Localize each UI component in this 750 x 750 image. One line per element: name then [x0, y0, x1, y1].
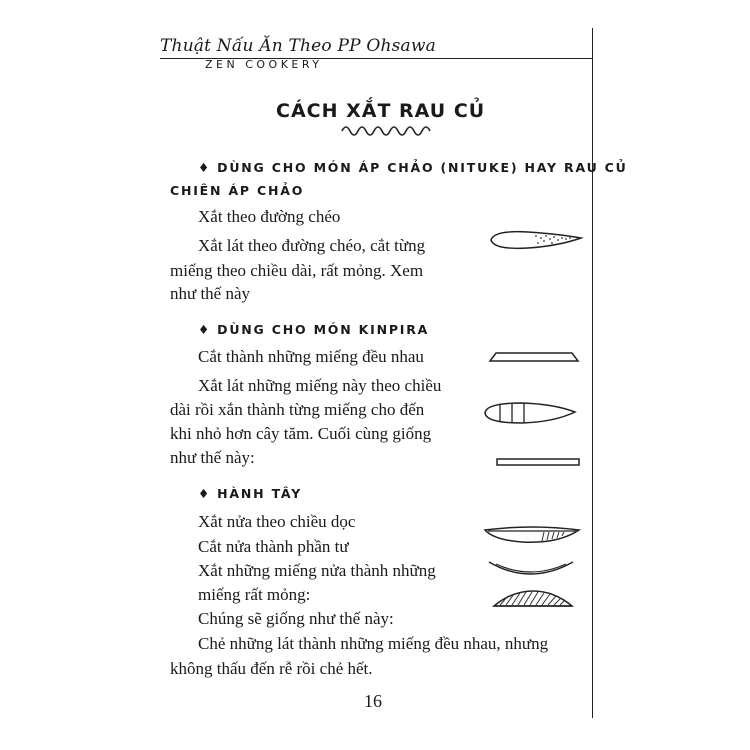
- section-3-line-3: Xắt những miếng nửa thành những: [198, 561, 436, 580]
- section-3-line-2: Cắt nửa thành phần tư: [198, 537, 349, 556]
- section-3-line-7: không thấu đến rễ rồi chẻ hết.: [170, 659, 373, 678]
- matchstick-icon: [495, 456, 581, 468]
- section-1-line-4: như thế này: [170, 284, 251, 303]
- section-3-line-1: Xắt nửa theo chiều dọc: [198, 512, 356, 531]
- section-1-heading-line2: CHIÊN ÁP CHẢO: [170, 183, 305, 198]
- sliced-strip-icon: [482, 398, 578, 428]
- section-2-line-2: Xắt lát những miếng này theo chiều: [198, 376, 442, 395]
- section-3-line-4: miếng rất mỏng:: [198, 585, 311, 604]
- page-number: 16: [364, 691, 382, 711]
- section-1-heading-line1: ♦ DÙNG CHO MÓN ÁP CHẢO (NITUKE) HAY RAU CỦ: [198, 160, 628, 175]
- section-2-line-5: như thế này:: [170, 448, 255, 467]
- onion-half-icon: [482, 522, 582, 546]
- decorative-swirl-icon: [340, 122, 435, 136]
- section-3-line-6: Chẻ những lát thành những miếng đều nhau, nhưng: [198, 634, 549, 653]
- section-1-line-2: Xắt lát theo đường chéo, cắt từng: [198, 236, 426, 255]
- section-3-line-5: Chúng sẽ giống như thế này:: [198, 609, 394, 628]
- section-1-line-3: miếng theo chiều dài, rất mỏng. Xem: [170, 261, 424, 280]
- section-title: CÁCH XẮT RAU CỦ: [276, 100, 486, 122]
- section-2-heading: ♦ DÙNG CHO MÓN KINPIRA: [198, 322, 430, 337]
- section-3-heading: ♦ HÀNH TÂY: [198, 486, 303, 501]
- section-2-line-3: dài rồi xắn thành từng miếng cho đến: [170, 400, 425, 419]
- book-subtitle: ZEN COOKERY: [205, 58, 323, 71]
- book-title: Thuật Nấu Ăn Theo PP Ohsawa: [160, 36, 436, 56]
- diagonal-slice-icon: [488, 226, 584, 252]
- section-1-line-1: Xắt theo đường chéo: [198, 207, 341, 226]
- onion-thin-slices-icon: [490, 588, 576, 610]
- onion-quarter-icon: [486, 558, 576, 580]
- page-border-right: [592, 28, 593, 718]
- section-2-line-4: khi nhỏ hơn cây tăm. Cuối cùng giống: [170, 424, 432, 443]
- section-2-line-1: Cắt thành những miếng đều nhau: [198, 347, 424, 366]
- even-strip-icon: [488, 350, 580, 364]
